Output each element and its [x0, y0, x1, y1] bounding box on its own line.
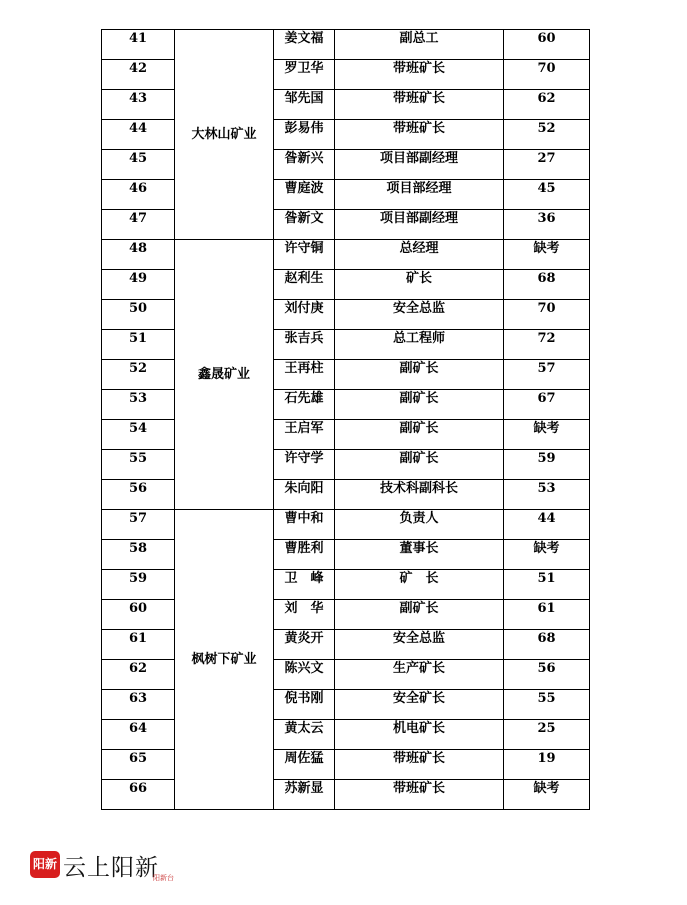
position-cell: 安全矿长: [335, 690, 504, 720]
position-cell: 总经理: [335, 240, 504, 270]
position-cell: 生产矿长: [335, 660, 504, 690]
position-cell: 副矿长: [335, 600, 504, 630]
name-cell: 卫 峰: [274, 570, 335, 600]
company-cell: 大林山矿业: [175, 30, 274, 240]
results-table-body: [102, 30, 590, 810]
serial-number-cell: 56: [102, 480, 175, 510]
serial-number-cell: 53: [102, 390, 175, 420]
position-cell: 负责人: [335, 510, 504, 540]
position-cell: 带班矿长: [335, 780, 504, 810]
name-cell: 黄炎开: [274, 630, 335, 660]
score-cell: 52: [504, 120, 590, 150]
score-cell: 51: [504, 570, 590, 600]
score-cell: 36: [504, 210, 590, 240]
score-cell: 55: [504, 690, 590, 720]
name-cell: 王再柱: [274, 360, 335, 390]
score-cell: 59: [504, 450, 590, 480]
serial-number-cell: 51: [102, 330, 175, 360]
position-cell: 安全总监: [335, 630, 504, 660]
serial-number-cell: 41: [102, 30, 175, 60]
name-cell: 曹庭波: [274, 180, 335, 210]
name-cell: 曹胜利: [274, 540, 335, 570]
score-cell: 27: [504, 150, 590, 180]
serial-number-cell: 45: [102, 150, 175, 180]
serial-number-cell: 57: [102, 510, 175, 540]
score-cell: 61: [504, 600, 590, 630]
serial-number-cell: 52: [102, 360, 175, 390]
name-cell: 陈兴文: [274, 660, 335, 690]
position-cell: 副矿长: [335, 450, 504, 480]
name-cell: 昝新兴: [274, 150, 335, 180]
position-cell: 矿 长: [335, 570, 504, 600]
score-cell: 57: [504, 360, 590, 390]
score-cell: 缺考: [504, 780, 590, 810]
logo-subtext: 阳新台: [153, 874, 174, 882]
position-cell: 副总工: [335, 30, 504, 60]
position-cell: 技术科副科长: [335, 480, 504, 510]
score-cell: 缺考: [504, 240, 590, 270]
results-table: [101, 29, 590, 810]
score-cell: 68: [504, 630, 590, 660]
serial-number-cell: 55: [102, 450, 175, 480]
serial-number-cell: 54: [102, 420, 175, 450]
company-cell: 鑫晟矿业: [175, 240, 274, 510]
score-cell: 62: [504, 90, 590, 120]
table-row: [102, 510, 590, 540]
name-cell: 黄太云: [274, 720, 335, 750]
position-cell: 副矿长: [335, 360, 504, 390]
serial-number-cell: 48: [102, 240, 175, 270]
score-cell: 60: [504, 30, 590, 60]
position-cell: 项目部副经理: [335, 150, 504, 180]
serial-number-cell: 49: [102, 270, 175, 300]
score-cell: 72: [504, 330, 590, 360]
name-cell: 罗卫华: [274, 60, 335, 90]
score-cell: 53: [504, 480, 590, 510]
name-cell: 彭易伟: [274, 120, 335, 150]
score-cell: 缺考: [504, 540, 590, 570]
serial-number-cell: 50: [102, 300, 175, 330]
name-cell: 许守学: [274, 450, 335, 480]
score-cell: 44: [504, 510, 590, 540]
score-cell: 68: [504, 270, 590, 300]
serial-number-cell: 66: [102, 780, 175, 810]
table-row: [102, 240, 590, 270]
name-cell: 刘 华: [274, 600, 335, 630]
name-cell: 曹中和: [274, 510, 335, 540]
name-cell: 邹先国: [274, 90, 335, 120]
position-cell: 带班矿长: [335, 750, 504, 780]
serial-number-cell: 43: [102, 90, 175, 120]
company-cell: 枫树下矿业: [175, 510, 274, 810]
serial-number-cell: 46: [102, 180, 175, 210]
name-cell: 姜文福: [274, 30, 335, 60]
score-cell: 19: [504, 750, 590, 780]
score-cell: 67: [504, 390, 590, 420]
position-cell: 总工程师: [335, 330, 504, 360]
serial-number-cell: 44: [102, 120, 175, 150]
position-cell: 副矿长: [335, 390, 504, 420]
position-cell: 矿长: [335, 270, 504, 300]
serial-number-cell: 47: [102, 210, 175, 240]
name-cell: 昝新文: [274, 210, 335, 240]
position-cell: 安全总监: [335, 300, 504, 330]
table-row: [102, 30, 590, 60]
logo-mark-icon: 阳新: [30, 851, 60, 878]
position-cell: 副矿长: [335, 420, 504, 450]
position-cell: 带班矿长: [335, 120, 504, 150]
name-cell: 王启军: [274, 420, 335, 450]
serial-number-cell: 64: [102, 720, 175, 750]
name-cell: 许守铜: [274, 240, 335, 270]
position-cell: 带班矿长: [335, 90, 504, 120]
score-cell: 45: [504, 180, 590, 210]
serial-number-cell: 65: [102, 750, 175, 780]
logo-text: 云上阳新: [63, 855, 159, 881]
name-cell: 张吉兵: [274, 330, 335, 360]
name-cell: 苏新显: [274, 780, 335, 810]
position-cell: 带班矿长: [335, 60, 504, 90]
name-cell: 倪书刚: [274, 690, 335, 720]
score-cell: 缺考: [504, 420, 590, 450]
position-cell: 项目部经理: [335, 180, 504, 210]
score-cell: 70: [504, 300, 590, 330]
serial-number-cell: 62: [102, 660, 175, 690]
position-cell: 项目部副经理: [335, 210, 504, 240]
name-cell: 朱向阳: [274, 480, 335, 510]
serial-number-cell: 61: [102, 630, 175, 660]
name-cell: 周佐猛: [274, 750, 335, 780]
position-cell: 董事长: [335, 540, 504, 570]
serial-number-cell: 60: [102, 600, 175, 630]
score-cell: 70: [504, 60, 590, 90]
position-cell: 机电矿长: [335, 720, 504, 750]
name-cell: 赵利生: [274, 270, 335, 300]
name-cell: 石先雄: [274, 390, 335, 420]
serial-number-cell: 63: [102, 690, 175, 720]
serial-number-cell: 42: [102, 60, 175, 90]
name-cell: 刘付庚: [274, 300, 335, 330]
score-cell: 25: [504, 720, 590, 750]
serial-number-cell: 58: [102, 540, 175, 570]
serial-number-cell: 59: [102, 570, 175, 600]
score-cell: 56: [504, 660, 590, 690]
